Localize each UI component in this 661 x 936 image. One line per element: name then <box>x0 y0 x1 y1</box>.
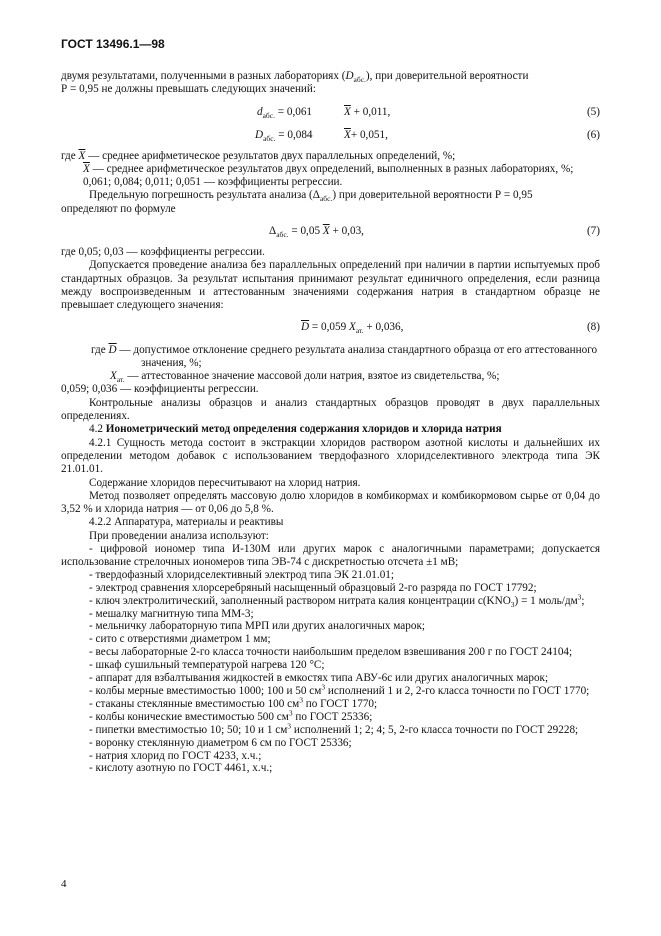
paragraph <box>61 189 600 202</box>
symbol: D <box>345 70 354 82</box>
formula-number: (6) <box>586 128 600 141</box>
text: - стаканы стеклянные вместимостью 100 см <box>89 697 300 710</box>
superscript: 3 <box>321 682 326 692</box>
list-item: - электрод сравнения хлорсеребряный насыщенный образцовый 2-го разряда по ГОСТ 17792; <box>89 581 537 594</box>
paragraph <box>61 344 600 371</box>
formula-number: (5) <box>586 105 600 118</box>
paragraph <box>61 163 600 176</box>
subscript: 3 <box>510 599 515 609</box>
text: + 0,036, <box>363 320 404 333</box>
formula-8 <box>61 321 600 335</box>
text: исполнений 1; 2; 4; 5, 2-го класса точности по ГОСТ 29228; <box>291 723 579 736</box>
formula-number: (8) <box>586 320 600 333</box>
list-item <box>61 682 600 698</box>
superscript: 3 <box>288 708 293 718</box>
paragraph: 0,061; 0,084; 0,011; 0,051 — коэффициенты регрессии. <box>83 176 343 189</box>
text: + 0,051, <box>350 128 388 141</box>
list-item: - воронку стеклянную диаметром 6 см по ГОСТ 25336; <box>89 736 352 749</box>
symbol: Δ <box>269 225 277 238</box>
symbol: Х <box>348 320 356 333</box>
x-bar-symbol: $\overline{X}$ <box>83 162 90 175</box>
formula-5 <box>61 106 600 120</box>
text: = 0,084 <box>275 128 313 141</box>
text: = 0,059 <box>309 320 349 333</box>
superscript: 3 <box>299 695 303 705</box>
page-number: 4 <box>61 878 67 890</box>
text: = 0,061 <box>274 105 313 118</box>
paragraph: где 0,05; 0,03 — коэффициенты регрессии. <box>61 246 265 259</box>
subscript: абс. <box>319 194 333 204</box>
list-item: - аппарат для взбалтывания жидкостей в емкостях типа АВУ-6с или других аналогичных марок; <box>89 672 549 685</box>
text: - колбы конические вместимостью 500 см <box>89 710 289 723</box>
text: + 0,011, <box>350 105 391 118</box>
list-item: - кислоту азотную по ГОСТ 4461, х.ч.; <box>89 762 273 775</box>
text: ; <box>581 594 585 607</box>
paragraph: Р = 0,95 не должны превышать следующих значений: <box>61 83 317 96</box>
formula-number: (7) <box>586 225 600 238</box>
text: — аттестованное значение массовой доли натрия, взятое из свидетельства, %; <box>124 370 500 383</box>
symbol: Х <box>110 370 117 383</box>
text: - пипетки вместимостью 10; 50; 10 и 1 см <box>89 723 288 736</box>
list-item: - мельничку лабораторную типа МРП или других аналогичных марок; <box>89 620 426 633</box>
text: — среднее арифметическое результатов двух параллельных определений, %; <box>85 149 456 162</box>
text: — допустимое отклонение среднего результата анализа стандартного образца от его аттестованного значения, %; <box>116 343 598 369</box>
paragraph: При проведении анализа используют: <box>89 529 269 542</box>
paragraph: 4.2.1 Сущность метода состоит в экстракции хлоридов раствором азотной кислоты и дальнейших их определении методом добавок с использованием твердофазного хлоридселективного электрода типа ЭК 21.01.01. <box>61 436 600 476</box>
list-item: - шкаф сушильный температурой нагрева 120 °С; <box>89 659 325 672</box>
paragraph <box>61 70 600 83</box>
formula-6 <box>61 129 600 143</box>
symbol: D <box>255 128 264 141</box>
text: где <box>61 149 79 162</box>
list-item <box>61 708 600 724</box>
paragraph: 0,059; 0,036 — коэффициенты регрессии. <box>61 383 259 396</box>
paragraph <box>61 370 600 383</box>
paragraph <box>61 150 600 163</box>
equipment-list <box>61 543 600 775</box>
text: - колбы мерные вместимостью 1000; 100 и 50 см <box>89 684 322 697</box>
subsection-heading: 4.2.2 Аппаратура, материалы и реактивы <box>89 516 284 529</box>
text: = 0,05 <box>288 225 323 238</box>
text: - ключ электролитический, заполненный раствором нитрата калия концентрации с(KNO <box>89 594 511 607</box>
document-header: ГОСТ 13496.1—98 <box>61 37 165 51</box>
subscript: ат. <box>355 325 364 335</box>
text: где <box>91 343 109 356</box>
text: Предельную погрешность результата анализа ( <box>89 189 313 202</box>
subscript: абс. <box>353 75 366 85</box>
d-bar-symbol: $\overline{D}$ <box>301 320 310 333</box>
subscript: абс. <box>262 110 275 120</box>
d-bar-symbol: $\overline{D}$ <box>108 343 117 356</box>
x-bar-symbol: $\overline{X}$ <box>322 225 330 238</box>
subscript: абс. <box>263 133 276 143</box>
document-body <box>61 70 600 775</box>
section-number: 4.2 <box>89 423 106 436</box>
x-bar-symbol: $\overline{X}$ <box>78 149 86 162</box>
list-item: - цифровой иономер типа И-130М или других марок с аналогичными параметрами; допускается использование стрелочных иономеров типа ЭВ-74 с дискретностью отсчета ±1 мВ; <box>61 543 600 568</box>
list-item: - сито с отверстиями диаметром 1 мм; <box>89 633 271 646</box>
x-bar-symbol: $\overline{X}$ <box>344 105 351 118</box>
text: ), при доверительной вероятности <box>365 70 529 82</box>
list-item: - мешалку магнитную типа ММ-3; <box>89 607 254 620</box>
formula-7 <box>61 225 600 239</box>
symbol: Δ <box>312 189 320 202</box>
symbol: d <box>257 105 263 118</box>
text: + 0,03, <box>329 225 364 238</box>
list-item <box>61 720 600 737</box>
list-item <box>61 591 600 609</box>
subscript: абс. <box>276 230 289 240</box>
paragraph: Контрольные анализы образцов и анализ стандартных образцов проводят в двух параллельных определениях. <box>61 396 600 423</box>
list-item: - натрия хлорид по ГОСТ 4233, х.ч.; <box>89 749 262 762</box>
text: — среднее арифметическое результатов двух определений, выполненных в разных лабораториях, %; <box>89 162 574 175</box>
list-item: - твердофазный хлоридселективный электрод типа ЭК 21.01.01; <box>89 568 394 581</box>
text: двумя результатами, полученными в разных лабораториях ( <box>61 70 346 82</box>
paragraph: Содержание хлоридов пересчитывают на хлорид натрия. <box>89 476 361 489</box>
list-item: - весы лабораторные 2-го класса точности наибольшим пределом взвешивания 200 г по ГОСТ 24104; <box>89 646 573 659</box>
section-title: Ионометрический метод определения содержания хлоридов и хлорида натрия <box>105 423 502 436</box>
text: ) при доверительной вероятности Р = 0,95 <box>332 189 533 202</box>
paragraph: Допускается проведение анализа без параллельных определений при наличии в партии испытуемых проб стандартных образцов. За результат испытания принимают результат единичного определения, если разница между воспроизведенным и аттестованным значениями содержания натрия в стандартном образце не превышает следующего значения: <box>61 259 600 312</box>
text: по ГОСТ 1770; <box>302 697 378 710</box>
superscript: 3 <box>287 720 292 730</box>
text: исполнений 1 и 2, 2-го класса точности по ГОСТ 1770; <box>325 684 590 697</box>
section-heading <box>61 423 600 436</box>
subscript: ат. <box>116 375 125 385</box>
x-bar-symbol: $\overline{X}$ <box>344 128 351 141</box>
text: по ГОСТ 25336; <box>292 710 373 723</box>
paragraph: Метод позволяет определять массовую долю хлоридов в комбикормах и комбикормовом сырье от 0,04 до 3,52 % и хлорида натрия — от 0,06 до 5,8 %. <box>61 489 600 516</box>
list-item <box>61 695 600 711</box>
superscript: 3 <box>577 591 582 601</box>
text: ) = 1 моль/дм <box>514 594 578 607</box>
paragraph: определяют по формуле <box>61 202 176 215</box>
